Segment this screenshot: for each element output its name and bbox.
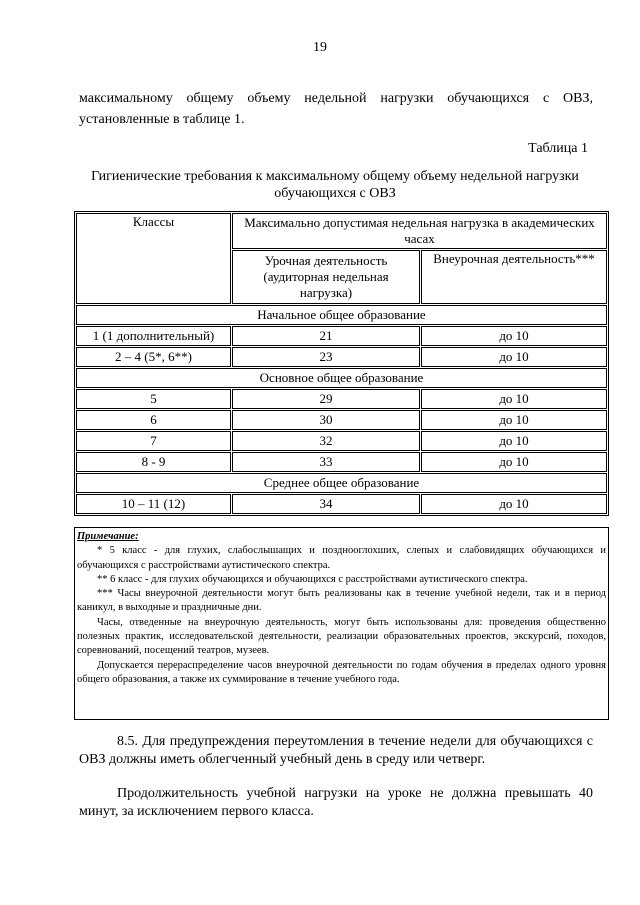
table-row (76, 431, 607, 451)
cell-lesson: 32 (232, 431, 420, 451)
section-row (76, 368, 607, 388)
note-item: * 5 класс - для глухих, слабослышащих и позднооглохших, слепых и слабовидящих обучающихся и обучающихся с расстройствами аутистического спектра. (77, 545, 606, 571)
cell-cls: 1 (1 дополнительный) (76, 326, 231, 346)
table-row (76, 494, 607, 514)
section-row (76, 305, 607, 325)
cell-cls: 5 (76, 389, 231, 409)
note-item: *** Часы внеурочной деятельности могут быть реализованы как в течение учебной недели, так и в период каникул, в выходные и праздничные дни. (77, 588, 606, 614)
table-row (76, 347, 607, 367)
paragraph-duration: Продолжительность учебной нагрузки на уроке не должна превышать 40 минут, за исключением первого класса. (79, 786, 593, 819)
cell-extra: до 10 (421, 347, 607, 367)
cell-cls: 7 (76, 431, 231, 451)
table-row (76, 389, 607, 409)
header-max-load: Максимально допустимая недельная нагрузка в академических часах (232, 213, 607, 249)
cell-lesson: 34 (232, 494, 420, 514)
cell-lesson: 23 (232, 347, 420, 367)
header-classes: Классы (76, 213, 231, 304)
note-item: Часы, отведенные на внеурочную деятельность, могут быть использованы для: проведения общественно полезных практик, исследовательской деятельности, реализации образовательных проектов, экскурсий, походов, соревнований, посещений театров, музеев. (77, 616, 606, 657)
note-item: Допускается перераспределение часов внеурочной деятельности по годам обучения в пределах одного уровня общего образования, а также их суммирование в течение учебного года. (77, 659, 606, 685)
cell-cls: 6 (76, 410, 231, 430)
cell-lesson: 30 (232, 410, 420, 430)
section-row (76, 473, 607, 493)
note-item: ** 6 класс - для глухих обучающихся и обучающихся с расстройствами аутистического спектра. (97, 573, 528, 585)
table-header-row (76, 213, 607, 249)
workload-table (74, 211, 609, 516)
table-row (76, 410, 607, 430)
header-lesson-activity: Урочная деятельность (аудиторная недельная нагрузка) (232, 250, 420, 304)
intro-paragraph: максимальному общему объему недельной нагрузки обучающихся с ОВЗ, установленные в таблице 1. (79, 91, 593, 127)
cell-cls: 2 – 4 (5*, 6**) (76, 347, 231, 367)
table-row (76, 326, 607, 346)
cell-extra: до 10 (421, 389, 607, 409)
note-heading: Примечание: (77, 531, 139, 542)
header-extracurricular: Внеурочная деятельность*** (421, 250, 607, 304)
cell-lesson: 29 (232, 389, 420, 409)
table-note (74, 527, 609, 720)
table-row (76, 452, 607, 472)
page-number: 19 (313, 40, 327, 55)
cell-extra: до 10 (421, 410, 607, 430)
cell-cls: 10 – 11 (12) (76, 494, 231, 514)
cell-cls: 8 - 9 (76, 452, 231, 472)
paragraph-8-5: 8.5. Для предупреждения переутомления в течение недели для обучающихся с ОВЗ должны иметь облегченный учебный день в среду или четверг. (79, 734, 593, 767)
section-title: Основное общее образование (76, 368, 607, 388)
cell-lesson: 21 (232, 326, 420, 346)
cell-extra: до 10 (421, 326, 607, 346)
cell-extra: до 10 (421, 431, 607, 451)
cell-extra: до 10 (421, 452, 607, 472)
section-title: Среднее общее образование (76, 473, 607, 493)
table-label: Таблица 1 (528, 141, 588, 156)
cell-extra: до 10 (421, 494, 607, 514)
cell-lesson: 33 (232, 452, 420, 472)
section-title: Начальное общее образование (76, 305, 607, 325)
table-title: Гигиенические требования к максимальному общему объему недельной нагрузки обучающихся с ОВЗ (91, 169, 579, 201)
